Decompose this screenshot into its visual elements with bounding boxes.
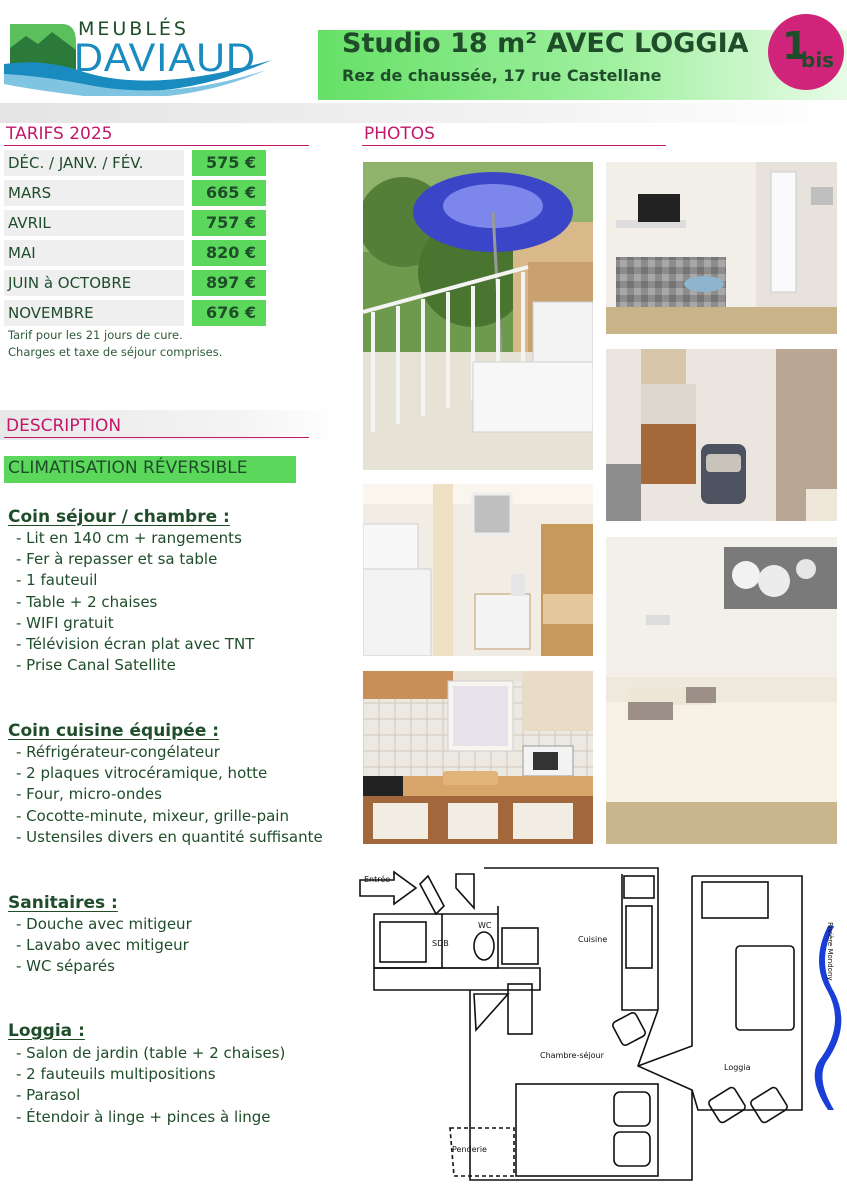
tarif-price: 757 € (192, 210, 266, 236)
tarif-row (4, 240, 266, 266)
section-list (16, 1043, 285, 1128)
plan-label-cuisine: Cuisine (578, 935, 608, 944)
tarif-period: JUIN à OCTOBRE (4, 270, 184, 296)
tarifs-underline (4, 145, 309, 146)
list-item: - 2 plaques vitrocéramique, hotte (16, 764, 268, 783)
list-item: - Fer à repasser et sa table (16, 550, 218, 569)
tarif-row (4, 270, 266, 296)
section-title: Coin cuisine équipée : (8, 721, 220, 741)
plan-label-loggia: Loggia (724, 1063, 751, 1072)
photos-underline (362, 145, 666, 146)
tarif-period: NOVEMBRE (4, 300, 184, 326)
section-title: Coin séjour / chambre : (8, 507, 230, 527)
list-item: - WC séparés (16, 957, 115, 976)
list-item: - Télévision écran plat avec TNT (16, 635, 255, 654)
list-item: - Ustensiles divers en quantité suffisante (16, 827, 323, 846)
section-list (16, 914, 192, 978)
page-title: Studio 18 m² AVEC LOGGIA (342, 28, 749, 59)
photo-refrigerateur (363, 484, 593, 656)
section-list (16, 742, 323, 848)
photo-cuisine (363, 671, 593, 844)
plan-label-sdb: SDB (432, 939, 449, 948)
tarif-price: 676 € (192, 300, 266, 326)
list-item: - Prise Canal Satellite (16, 656, 176, 675)
climatisation-highlight: CLIMATISATION RÉVERSIBLE (4, 456, 296, 483)
tarif-note: Tarif pour les 21 jours de cure. (8, 328, 183, 342)
photo-loggia-parasol (363, 162, 593, 470)
photo-sejour-table (606, 162, 837, 334)
brand-name: DAVIAUD (74, 36, 256, 80)
photo-lit (606, 537, 837, 844)
unit-badge (768, 14, 844, 90)
list-item: - Table + 2 chaises (16, 592, 158, 611)
description-underline (4, 437, 309, 438)
section-title: Loggia : (8, 1021, 85, 1041)
list-item: - Réfrigérateur-congélateur (16, 743, 220, 761)
list-item: - Cocotte-minute, mixeur, grille-pain (16, 806, 289, 825)
list-item: - WIFI gratuit (16, 613, 114, 632)
list-item: - Lit en 140 cm + rangements (16, 529, 242, 547)
plan-label-entree: Entrée (364, 875, 391, 884)
list-item: - Parasol (16, 1086, 81, 1105)
list-item: - Four, micro-ondes (16, 785, 162, 804)
tarif-note: Charges et taxe de séjour comprises. (8, 345, 223, 359)
section-title: Sanitaires : (8, 893, 118, 913)
photo-fauteuil-cuisine (606, 349, 837, 521)
badge-suffix: bis (801, 48, 835, 72)
list-item: - Douche avec mitigeur (16, 915, 192, 933)
separator-strip (0, 103, 847, 123)
tarif-row (4, 300, 266, 326)
section-list (16, 528, 254, 676)
plan-label-riviere: Rivière Mondony (826, 922, 834, 981)
plan-label-penderie: Penderie (452, 1145, 487, 1154)
tarif-period: AVRIL (4, 210, 184, 236)
tarif-period: MAI (4, 240, 184, 266)
brand-logo (4, 14, 276, 96)
tarif-row (4, 210, 266, 236)
tarif-row (4, 150, 266, 176)
tarif-price: 820 € (192, 240, 266, 266)
tarif-period: MARS (4, 180, 184, 206)
list-item: - 2 fauteuils multipositions (16, 1065, 216, 1084)
tarif-price: 575 € (192, 150, 266, 176)
list-item: - Salon de jardin (table + 2 chaises) (16, 1044, 286, 1062)
list-item: - Lavabo avec mitigeur (16, 936, 189, 955)
list-item: - Étendoir à linge + pinces à linge (16, 1107, 271, 1126)
page-subtitle: Rez de chaussée, 17 rue Castellane (342, 66, 662, 85)
list-item: - 1 fauteuil (16, 571, 98, 590)
tarif-price: 665 € (192, 180, 266, 206)
tarif-row (4, 180, 266, 206)
plan-label-chambre: Chambre-séjour (540, 1051, 604, 1060)
description-heading: DESCRIPTION (6, 416, 122, 436)
photos-heading: PHOTOS (364, 124, 435, 144)
floor-plan (358, 866, 844, 1186)
tarif-price: 897 € (192, 270, 266, 296)
tarif-period: DÉC. / JANV. / FÉV. (4, 150, 184, 176)
badge-number: 1 (782, 24, 809, 68)
plan-label-wc: WC (478, 921, 492, 930)
brand-top-text: MEUBLÉS (78, 18, 189, 40)
tarifs-heading: TARIFS 2025 (6, 124, 113, 144)
